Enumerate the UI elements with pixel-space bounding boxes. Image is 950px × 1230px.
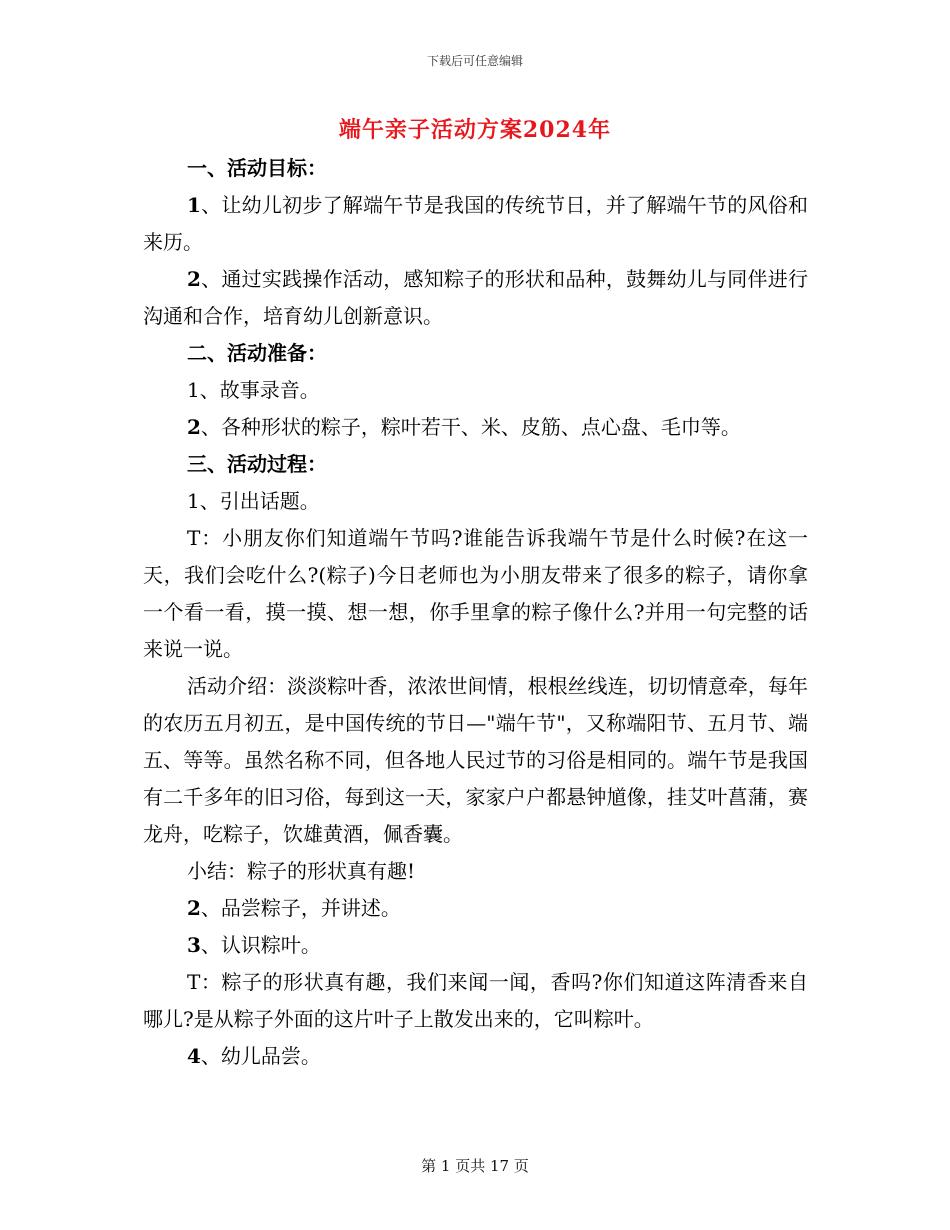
goal-item-1-text: 、让幼儿初步了解端午节是我国的传统节日，并了解端午节的风俗和来历。 <box>143 193 808 254</box>
goal-item-1 <box>143 187 808 261</box>
section-heading-goals: 一、活动目标： <box>187 156 327 180</box>
summary-line: 小结：粽子的形状真有趣! <box>187 859 416 883</box>
prep-item-2 <box>143 409 808 446</box>
section-heading-process: 三、活动过程： <box>187 452 327 476</box>
goal-item-2-number: 2 <box>187 267 201 291</box>
process-step-4-text: 、幼儿品尝。 <box>200 1044 321 1068</box>
process-step-3-text: 、认识粽叶。 <box>200 933 321 957</box>
process-step-3-number: 3 <box>187 933 201 957</box>
goal-item-1-number: 1 <box>187 193 201 217</box>
page-footer-counter: 第 1 页共 17 页 <box>421 1157 529 1175</box>
section-heading-preparation: 二、活动准备： <box>187 341 327 365</box>
activity-introduction: 活动介绍：淡淡粽叶香，浓浓世间情，根根丝线连，切切情意牵，每年的农历五月初五，是中国传统的节日—"端午节"，又称端阳节、五月节、端五、等等。虽然名称不同，但各地人民过节的习俗是相同的。端午节是我国有二千多年的旧习俗，每到这一天，家家户户都悬钟馗像，挂艾叶菖蒲，赛龙舟，吃粽子，饮雄黄酒，佩香囊。 <box>143 674 808 846</box>
page-header-note: 下载后可任意编辑 <box>426 54 523 68</box>
goal-item-2 <box>143 261 808 335</box>
process-step-2 <box>143 890 808 927</box>
teacher-dialogue-2: T：粽子的形状真有趣，我们来闻一闻，香吗?你们知道这阵清香来自哪儿?是从粽子外面的这片叶子上散发出来的，它叫粽叶。 <box>143 970 808 1031</box>
document-body <box>143 150 808 1075</box>
prep-item-2-text: 、各种形状的粽子，粽叶若干、米、皮筋、点心盘、毛巾等。 <box>200 415 741 439</box>
prep-item-2-number: 2 <box>187 415 201 439</box>
prep-item-1: 1、故事录音。 <box>187 378 320 402</box>
process-step-4 <box>143 1038 808 1075</box>
process-step-4-number: 4 <box>187 1044 201 1068</box>
process-step-2-number: 2 <box>187 896 201 920</box>
process-step-2-text: 、品尝粽子，并讲述。 <box>200 896 401 920</box>
process-step-1: 1、引出话题。 <box>187 489 320 513</box>
document-title: 端午亲子活动方案2024年 <box>338 117 612 143</box>
goal-item-2-text: 、通过实践操作活动，感知粽子的形状和品种，鼓舞幼儿与同伴进行沟通和合作，培育幼儿创新意识。 <box>143 267 808 328</box>
teacher-dialogue-1: T：小朋友你们知道端午节吗?谁能告诉我端午节是什么时候?在这一天，我们会吃什么?(粽子)今日老师也为小朋友带来了很多的粽子，请你拿一个看一看，摸一摸、想一想，你手里拿的粽子像什么?并用一句完整的话来说一说。 <box>143 526 808 661</box>
process-step-3 <box>143 927 808 964</box>
